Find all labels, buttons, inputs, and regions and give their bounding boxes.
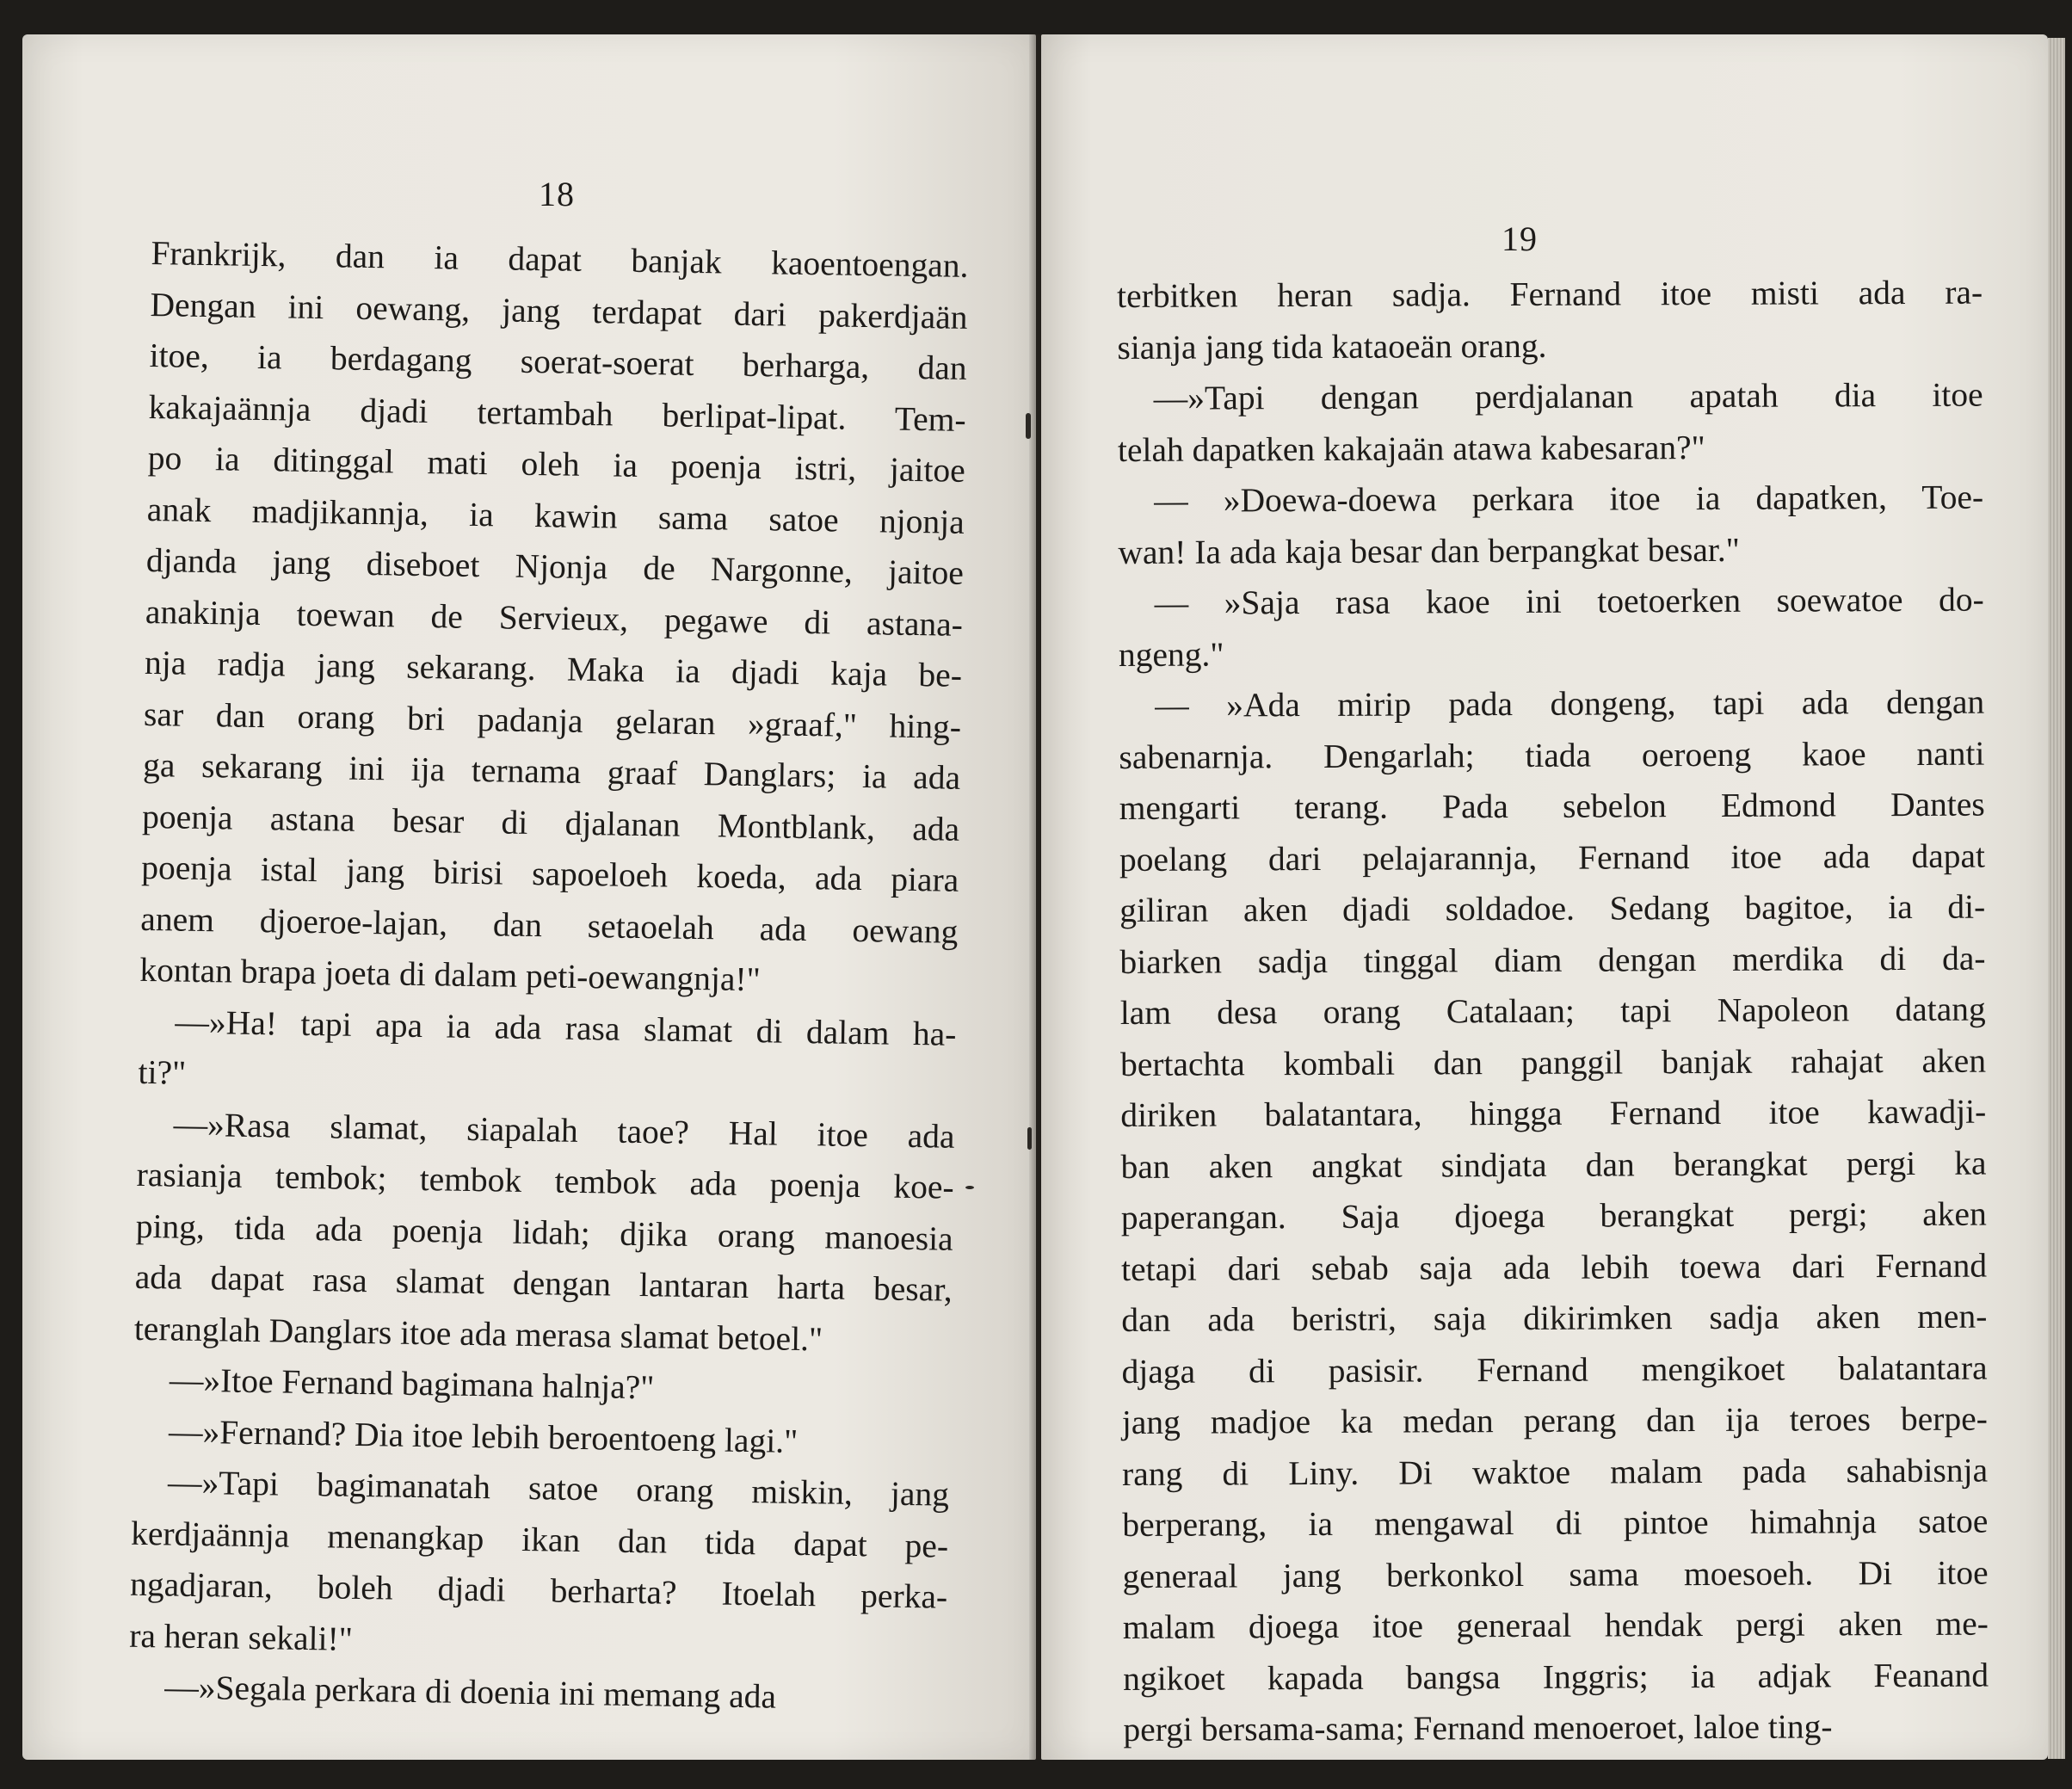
text-line: — »Saja rasa kaoe ini toetoerken soewatoe do-	[1154, 580, 1984, 622]
text-line: —»Rasa slamat, siapalah taoe? Hal itoe ada	[173, 1105, 955, 1156]
text-line: nja radja jang sekarang. Maka ia djadi kaja be-	[144, 643, 963, 694]
text-line: po ia ditinggal mati oleh ia poenja istri, jaitoe	[147, 438, 966, 490]
text-line: sianja jang tida kataoeän orang.	[1117, 326, 1547, 367]
text-line: ti?"	[138, 1052, 187, 1092]
text-line: paperangan. Saja djoega berangkat pergi; aken	[1120, 1194, 1987, 1237]
text-line: ngikoet kapada bangsa Inggris; ia adjak Feanand	[1123, 1656, 1989, 1698]
page-number: 19	[1502, 219, 1538, 258]
text-line: rang di Liny. Di waktoe malam pada sahabisnja	[1122, 1451, 1989, 1493]
text-line: ngeng."	[1118, 634, 1224, 674]
text-line: ping, tida ada poenja lidah; djika orang manoesia	[135, 1206, 954, 1258]
page-edges	[2048, 38, 2065, 1759]
text-line: —»Fernand? Dia itoe lebih beroentoeng lagi."	[168, 1411, 799, 1460]
text-line: djanda jang diseboet Njonja de Nargonne, jaitoe	[145, 540, 965, 592]
page-text-right	[1117, 268, 1989, 1756]
text-line: —»Tapi dengan perdjalanan apatah dia itoe	[1153, 375, 1983, 417]
text-line: telah dapatken kakajaän atawa kabesaran?"	[1117, 428, 1705, 469]
text-line: generaal jang berkonkol sama moesoeh. Di itoe	[1122, 1553, 1989, 1595]
text-line: anakinja toewan de Servieux, pegawe di astana-	[145, 592, 964, 644]
text-line: — »Ada mirip pada dongeng, tapi ada dengan	[1155, 682, 1985, 725]
text-line: —»Tapi bagimanatah satoe orang miskin, jang	[167, 1463, 950, 1514]
scan-speck	[1027, 1127, 1032, 1150]
text-line: kakajaännja djadi tertambah berlipat-lipat. Tem-	[148, 387, 966, 439]
left-page	[22, 34, 1036, 1760]
text-line: sabenarnja. Dengarlah; tiada oeroeng kaoe nanti	[1119, 734, 1985, 776]
text-line: diriken balatantara, hingga Fernand itoe kawadji-	[1120, 1092, 1987, 1134]
page-text-left	[128, 228, 969, 1725]
text-line: dan ada beristri, saja dikirimken sadja aken men-	[1121, 1297, 1988, 1339]
text-line: djaga di pasisir. Fernand mengikoet balatantara	[1121, 1348, 1988, 1391]
text-line: —»Segala perkara di doenia ini memang ada	[164, 1668, 777, 1716]
text-line: ga sekarang ini ija ternama graaf Danglars; ia ada	[142, 745, 961, 797]
text-line: kontan brapa joeta di dalam peti-oewangnja!"	[139, 950, 762, 999]
scan-speck	[965, 1186, 974, 1189]
text-line: mengarti terang. Pada sebelon Edmond Dantes	[1119, 785, 1985, 827]
text-line: lam desa orang Catalaan; tapi Napoleon datang	[1119, 990, 1986, 1032]
text-line: ngadjaran, boleh djadi berharta? Itoelah perka-	[129, 1564, 948, 1616]
text-line: sar dan orang bri padanja gelaran »graaf," hing-	[143, 694, 962, 746]
text-line: anem djoeroe-lajan, dan setaoelah ada oewang	[140, 899, 959, 951]
text-line: wan! Ia ada kaja besar dan berpangkat besar."	[1118, 530, 1740, 571]
text-line: teranglah Danglars itoe ada merasa slamat betoel."	[133, 1309, 823, 1358]
text-line: anak madjikannja, ia kawin sama satoe njonja	[146, 490, 965, 541]
text-line: — »Doewa-doewa perkara itoe ia dapatken, Toe-	[1154, 478, 1984, 520]
text-line: Frankrijk, dan ia dapat banjak kaoentoengan.	[151, 233, 969, 285]
text-line: malam djoega itoe generaal hendak pergi aken me-	[1122, 1604, 1989, 1646]
right-page	[1041, 34, 2048, 1760]
text-line: ban aken angkat sindjata dan berangkat pergi ka	[1120, 1144, 1987, 1186]
text-line: rasianja tembok; tembok tembok ada poenja koe-	[136, 1155, 954, 1206]
text-line: itoe, ia berdagang soerat-soerat berharga, dan	[149, 336, 967, 387]
text-line: poenja astana besar di djalanan Montblank, ada	[141, 797, 960, 848]
scan-speck	[1026, 413, 1031, 439]
text-line: poelang dari pelajarannja, Fernand itoe ada dapat	[1119, 836, 1986, 879]
text-line: bertachta kombali dan panggil banjak rahajat aken	[1119, 1041, 1987, 1083]
text-line: jang madjoe ka medan perang dan ija teroes berpe-	[1121, 1399, 1988, 1441]
text-line: terbitken heran sadja. Fernand itoe misti ada ra-	[1117, 273, 1983, 315]
page-number: 18	[539, 175, 575, 213]
text-line: pergi bersama-sama; Fernand menoeroet, laloe ting-	[1123, 1707, 1833, 1749]
text-line: kerdjaännja menangkap ikan dan tida dapat pe-	[130, 1514, 949, 1565]
text-line: biarken sadja tinggal diam dengan merdika di da-	[1119, 939, 1986, 981]
text-line: berperang, ia mengawal di pintoe himahnja satoe	[1122, 1502, 1989, 1544]
text-line: Dengan ini oewang, jang terdapat dari pakerdjaän	[150, 285, 968, 336]
text-line: giliran aken djadi soldadoe. Sedang bagitoe, ia di-	[1119, 887, 1986, 929]
text-line: ada dapat rasa slamat dengan lantaran harta besar,	[134, 1257, 953, 1309]
text-line: ra heran sekali!"	[128, 1616, 354, 1658]
text-line: poenja istal jang birisi sapoeloeh koeda, ada piara	[140, 848, 959, 899]
text-line: —»Ha! tapi apa ia ada rasa slamat di dalam ha-	[175, 1002, 957, 1053]
text-line: tetapi dari sebab saja ada lebih toewa dari Fernand	[1120, 1246, 1988, 1288]
text-line: —»Itoe Fernand bagimana halnja?"	[169, 1360, 655, 1407]
